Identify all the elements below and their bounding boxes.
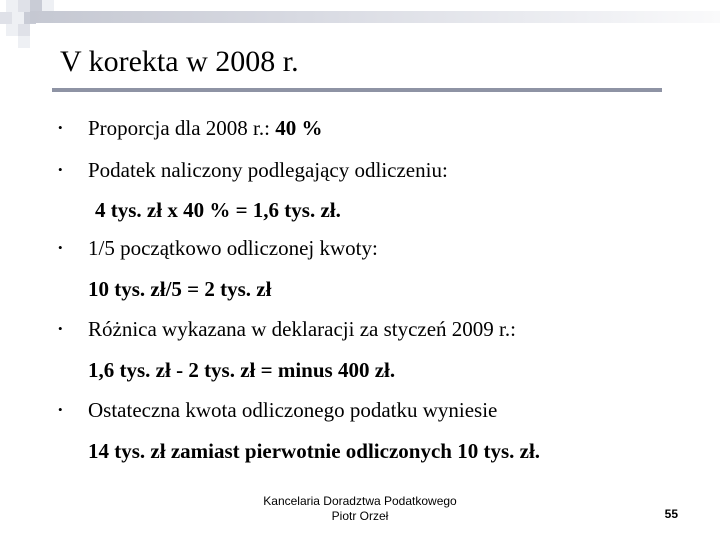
bullet-5-detail: 14 tys. zł zamiast pierwotnie odliczonych 10 tys. zł. (88, 439, 541, 463)
title-underline (52, 88, 662, 92)
bullet-marker: • (58, 402, 63, 417)
bullet-marker: • (58, 321, 63, 336)
bullet-marker: • (58, 120, 63, 135)
bullet-item-3: 1/5 początkowo odliczonej kwoty: (88, 236, 378, 260)
bullet-item-4: Różnica wykazana w deklaracji za styczeń 2009 r.: (88, 317, 516, 341)
bullet-1-value: 40 % (275, 116, 323, 140)
footer-line-1: Kancelaria Doradztwa Podatkowego (263, 494, 457, 508)
slide-title: V korekta w 2008 r. (60, 45, 299, 78)
decorative-squares (0, 0, 60, 50)
bullet-item-2: Podatek naliczony podlegający odliczeniu: (88, 158, 448, 182)
header-band (30, 11, 720, 23)
bullet-1-label: Proporcja dla 2008 r.: (88, 116, 276, 140)
bullet-2-detail: 4 tys. zł x 40 % = 1,6 tys. zł. (95, 198, 341, 222)
bullet-4-detail: 1,6 tys. zł - 2 tys. zł = minus 400 zł. (88, 358, 396, 382)
page-number: 55 (664, 507, 678, 521)
footer-line-2: Piotr Orzeł (331, 509, 389, 523)
bullet-3-detail: 10 tys. zł/5 = 2 tys. zł (88, 277, 272, 301)
bullet-item-1 (88, 115, 322, 141)
bullet-item-5: Ostateczna kwota odliczonego podatku wyniesie (88, 398, 498, 422)
bullet-marker: • (58, 240, 63, 255)
footer-credit (230, 494, 490, 524)
bullet-marker: • (58, 162, 63, 177)
